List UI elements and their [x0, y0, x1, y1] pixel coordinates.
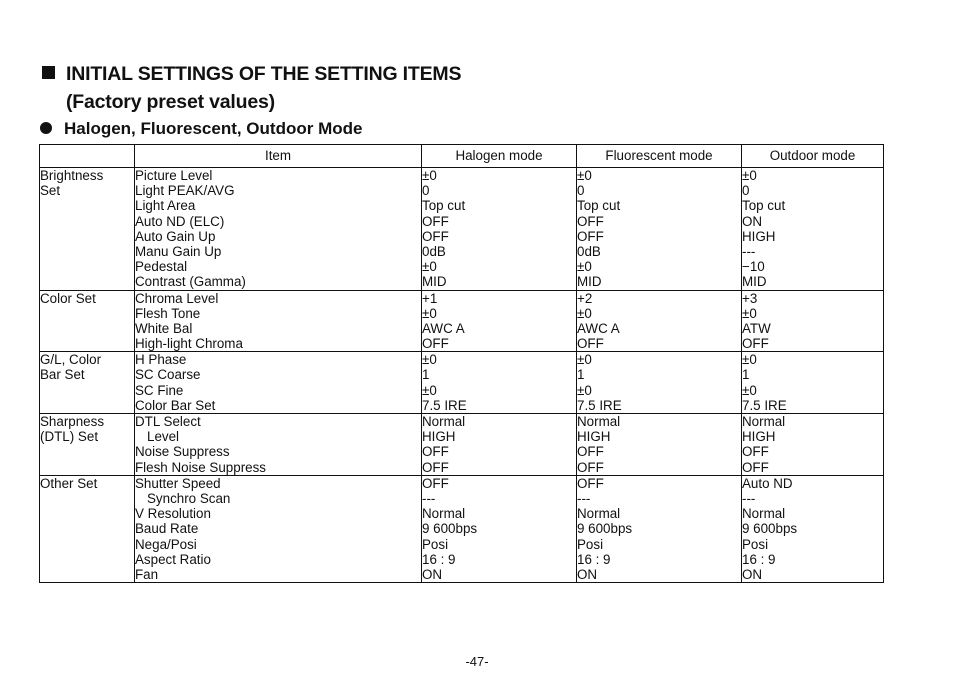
fluorescent-value: OFF — [577, 228, 604, 244]
outdoor-value: ON — [742, 213, 763, 229]
group-name-line: Color Set — [40, 290, 96, 306]
section-title — [42, 62, 461, 86]
outdoor-value: OFF — [742, 459, 769, 475]
group-name-line: Brightness — [40, 168, 104, 183]
setting-item: SC Coarse — [135, 367, 201, 383]
halogen-value: Posi — [422, 536, 449, 552]
table-row — [40, 168, 884, 291]
setting-item: Flesh Noise Suppress — [135, 459, 266, 475]
fluorescent-value-cell — [577, 352, 742, 414]
outdoor-value: Normal — [742, 414, 786, 429]
halogen-value: 0dB — [422, 243, 446, 259]
fluorescent-value-cell — [577, 414, 742, 476]
halogen-value-cell — [422, 168, 577, 291]
header-fluorescent: Fluorescent mode — [577, 145, 742, 168]
outdoor-value: --- — [742, 243, 756, 259]
halogen-value-cell — [422, 290, 577, 352]
fluorescent-value: ON — [577, 566, 598, 582]
fluorescent-value: MID — [577, 274, 602, 290]
setting-item: Fan — [135, 566, 159, 582]
setting-item: Noise Suppress — [135, 444, 230, 460]
outdoor-value: OFF — [742, 336, 769, 352]
setting-item: Level — [147, 429, 180, 445]
page-number: -47- — [465, 654, 489, 669]
halogen-value: --- — [422, 490, 436, 506]
group-name-line: Other Set — [40, 475, 98, 491]
halogen-value-cell — [422, 475, 577, 582]
halogen-value: ±0 — [422, 352, 437, 368]
fluorescent-value: OFF — [577, 459, 604, 475]
fluorescent-value: +2 — [577, 290, 593, 306]
outdoor-value: 9 600bps — [742, 521, 798, 537]
header-outdoor: Outdoor mode — [742, 145, 884, 168]
halogen-value: 7.5 IRE — [422, 397, 467, 413]
fluorescent-value: --- — [577, 490, 591, 506]
outdoor-value: MID — [742, 274, 767, 290]
outdoor-value: +3 — [742, 290, 758, 306]
setting-item: DTL Select — [135, 414, 201, 429]
setting-item: Aspect Ratio — [135, 551, 211, 567]
outdoor-value: ±0 — [742, 305, 757, 321]
group-name-line: G/L, Color — [40, 352, 102, 368]
table-row — [40, 475, 884, 582]
fluorescent-value: Posi — [577, 536, 604, 552]
fluorescent-value: 16 : 9 — [577, 551, 611, 567]
outdoor-value: 7.5 IRE — [742, 397, 787, 413]
outdoor-value: 16 : 9 — [742, 551, 776, 567]
outdoor-value: Top cut — [742, 198, 786, 214]
halogen-value: 1 — [422, 367, 430, 383]
halogen-value: ON — [422, 566, 443, 582]
setting-item-cell — [135, 290, 422, 352]
outdoor-value-cell — [742, 475, 884, 582]
group-name — [40, 352, 135, 414]
halogen-value: 0 — [422, 183, 430, 199]
group-name — [40, 290, 135, 352]
halogen-value: HIGH — [422, 429, 456, 445]
halogen-value: MID — [422, 274, 447, 290]
outdoor-value: HIGH — [742, 429, 776, 445]
setting-item: Light Area — [135, 198, 196, 214]
outdoor-value-cell — [742, 168, 884, 291]
fluorescent-value: Normal — [577, 506, 621, 522]
fluorescent-value: ±0 — [577, 305, 592, 321]
setting-item: Chroma Level — [135, 290, 219, 306]
fluorescent-value: HIGH — [577, 429, 611, 445]
halogen-value: +1 — [422, 290, 438, 306]
fluorescent-value: ±0 — [577, 259, 592, 275]
outdoor-value: Posi — [742, 536, 769, 552]
fluorescent-value: Normal — [577, 414, 621, 429]
halogen-value: Normal — [422, 506, 466, 522]
header-item: Item — [135, 145, 422, 168]
fluorescent-value: ±0 — [577, 352, 592, 368]
halogen-value: 16 : 9 — [422, 551, 456, 567]
halogen-value: ±0 — [422, 382, 437, 398]
outdoor-value: ±0 — [742, 168, 757, 183]
setting-item: Light PEAK/AVG — [135, 183, 235, 199]
group-name-line: Set — [40, 183, 61, 199]
halogen-value: ±0 — [422, 259, 437, 275]
halogen-value: OFF — [422, 459, 449, 475]
outdoor-value: Auto ND — [742, 475, 793, 491]
mode-heading-text: Halogen, Fluorescent, Outdoor Mode — [64, 119, 363, 138]
table-header-row — [40, 145, 884, 168]
fluorescent-value-cell — [577, 168, 742, 291]
setting-item: Baud Rate — [135, 521, 199, 537]
setting-item: High-light Chroma — [135, 336, 243, 352]
fluorescent-value: 7.5 IRE — [577, 397, 622, 413]
fluorescent-value: ±0 — [577, 168, 592, 183]
outdoor-value: --- — [742, 490, 756, 506]
square-bullet-icon — [42, 66, 55, 79]
group-name — [40, 414, 135, 476]
setting-item-cell — [135, 168, 422, 291]
fluorescent-value: OFF — [577, 336, 604, 352]
table-row — [40, 414, 884, 476]
halogen-value: OFF — [422, 336, 449, 352]
outdoor-value-cell — [742, 352, 884, 414]
outdoor-value: Normal — [742, 506, 786, 522]
setting-item: Pedestal — [135, 259, 188, 275]
section-subtitle: (Factory preset values) — [66, 91, 275, 113]
round-bullet-icon — [40, 122, 52, 134]
setting-item: Shutter Speed — [135, 475, 221, 491]
halogen-value: AWC A — [422, 320, 465, 336]
halogen-value: ±0 — [422, 168, 437, 183]
halogen-value: OFF — [422, 475, 449, 491]
setting-item-cell — [135, 352, 422, 414]
outdoor-value: 0 — [742, 183, 750, 199]
outdoor-value: OFF — [742, 444, 769, 460]
fluorescent-value: ±0 — [577, 382, 592, 398]
setting-item: Manu Gain Up — [135, 243, 222, 259]
outdoor-value: HIGH — [742, 228, 776, 244]
halogen-value: OFF — [422, 213, 449, 229]
setting-item: Auto ND (ELC) — [135, 213, 225, 229]
setting-item-cell — [135, 475, 422, 582]
setting-item: Synchro Scan — [147, 490, 231, 506]
halogen-value: 9 600bps — [422, 521, 478, 537]
fluorescent-value: AWC A — [577, 320, 620, 336]
setting-item: Color Bar Set — [135, 397, 216, 413]
setting-item: White Bal — [135, 320, 193, 336]
fluorescent-value-cell — [577, 290, 742, 352]
outdoor-value: 1 — [742, 367, 750, 383]
setting-item: Picture Level — [135, 168, 213, 183]
fluorescent-value: 9 600bps — [577, 521, 633, 537]
outdoor-value: −10 — [742, 259, 765, 275]
halogen-value: OFF — [422, 228, 449, 244]
group-name — [40, 475, 135, 582]
outdoor-value: ±0 — [742, 352, 757, 368]
setting-item: Nega/Posi — [135, 536, 197, 552]
fluorescent-value: Top cut — [577, 198, 621, 214]
setting-item: Contrast (Gamma) — [135, 274, 246, 290]
group-name-line: Sharpness — [40, 414, 105, 429]
halogen-value-cell — [422, 414, 577, 476]
setting-item: V Resolution — [135, 506, 211, 522]
section-title-text: INITIAL SETTINGS OF THE SETTING ITEMS — [66, 63, 462, 85]
outdoor-value: ±0 — [742, 382, 757, 398]
mode-heading — [40, 118, 362, 140]
outdoor-value: ATW — [742, 320, 771, 336]
fluorescent-value: 0dB — [577, 243, 601, 259]
fluorescent-value: OFF — [577, 475, 604, 491]
group-name — [40, 168, 135, 291]
outdoor-value-cell — [742, 290, 884, 352]
table-row — [40, 352, 884, 414]
fluorescent-value: OFF — [577, 213, 604, 229]
halogen-value: ±0 — [422, 305, 437, 321]
fluorescent-value: OFF — [577, 444, 604, 460]
settings-table — [39, 144, 884, 583]
setting-item: Auto Gain Up — [135, 228, 216, 244]
outdoor-value-cell — [742, 414, 884, 476]
halogen-value: Normal — [422, 414, 466, 429]
group-name-line: (DTL) Set — [40, 429, 99, 445]
halogen-value: Top cut — [422, 198, 466, 214]
outdoor-value: ON — [742, 566, 763, 582]
setting-item-cell — [135, 414, 422, 476]
header-group — [40, 145, 135, 168]
fluorescent-value: 0 — [577, 183, 585, 199]
fluorescent-value-cell — [577, 475, 742, 582]
setting-item: Flesh Tone — [135, 305, 201, 321]
header-halogen: Halogen mode — [422, 145, 577, 168]
halogen-value: OFF — [422, 444, 449, 460]
group-name-line: Bar Set — [40, 367, 85, 383]
setting-item: H Phase — [135, 352, 187, 368]
table-row — [40, 290, 884, 352]
setting-item: SC Fine — [135, 382, 184, 398]
fluorescent-value: 1 — [577, 367, 585, 383]
halogen-value-cell — [422, 352, 577, 414]
